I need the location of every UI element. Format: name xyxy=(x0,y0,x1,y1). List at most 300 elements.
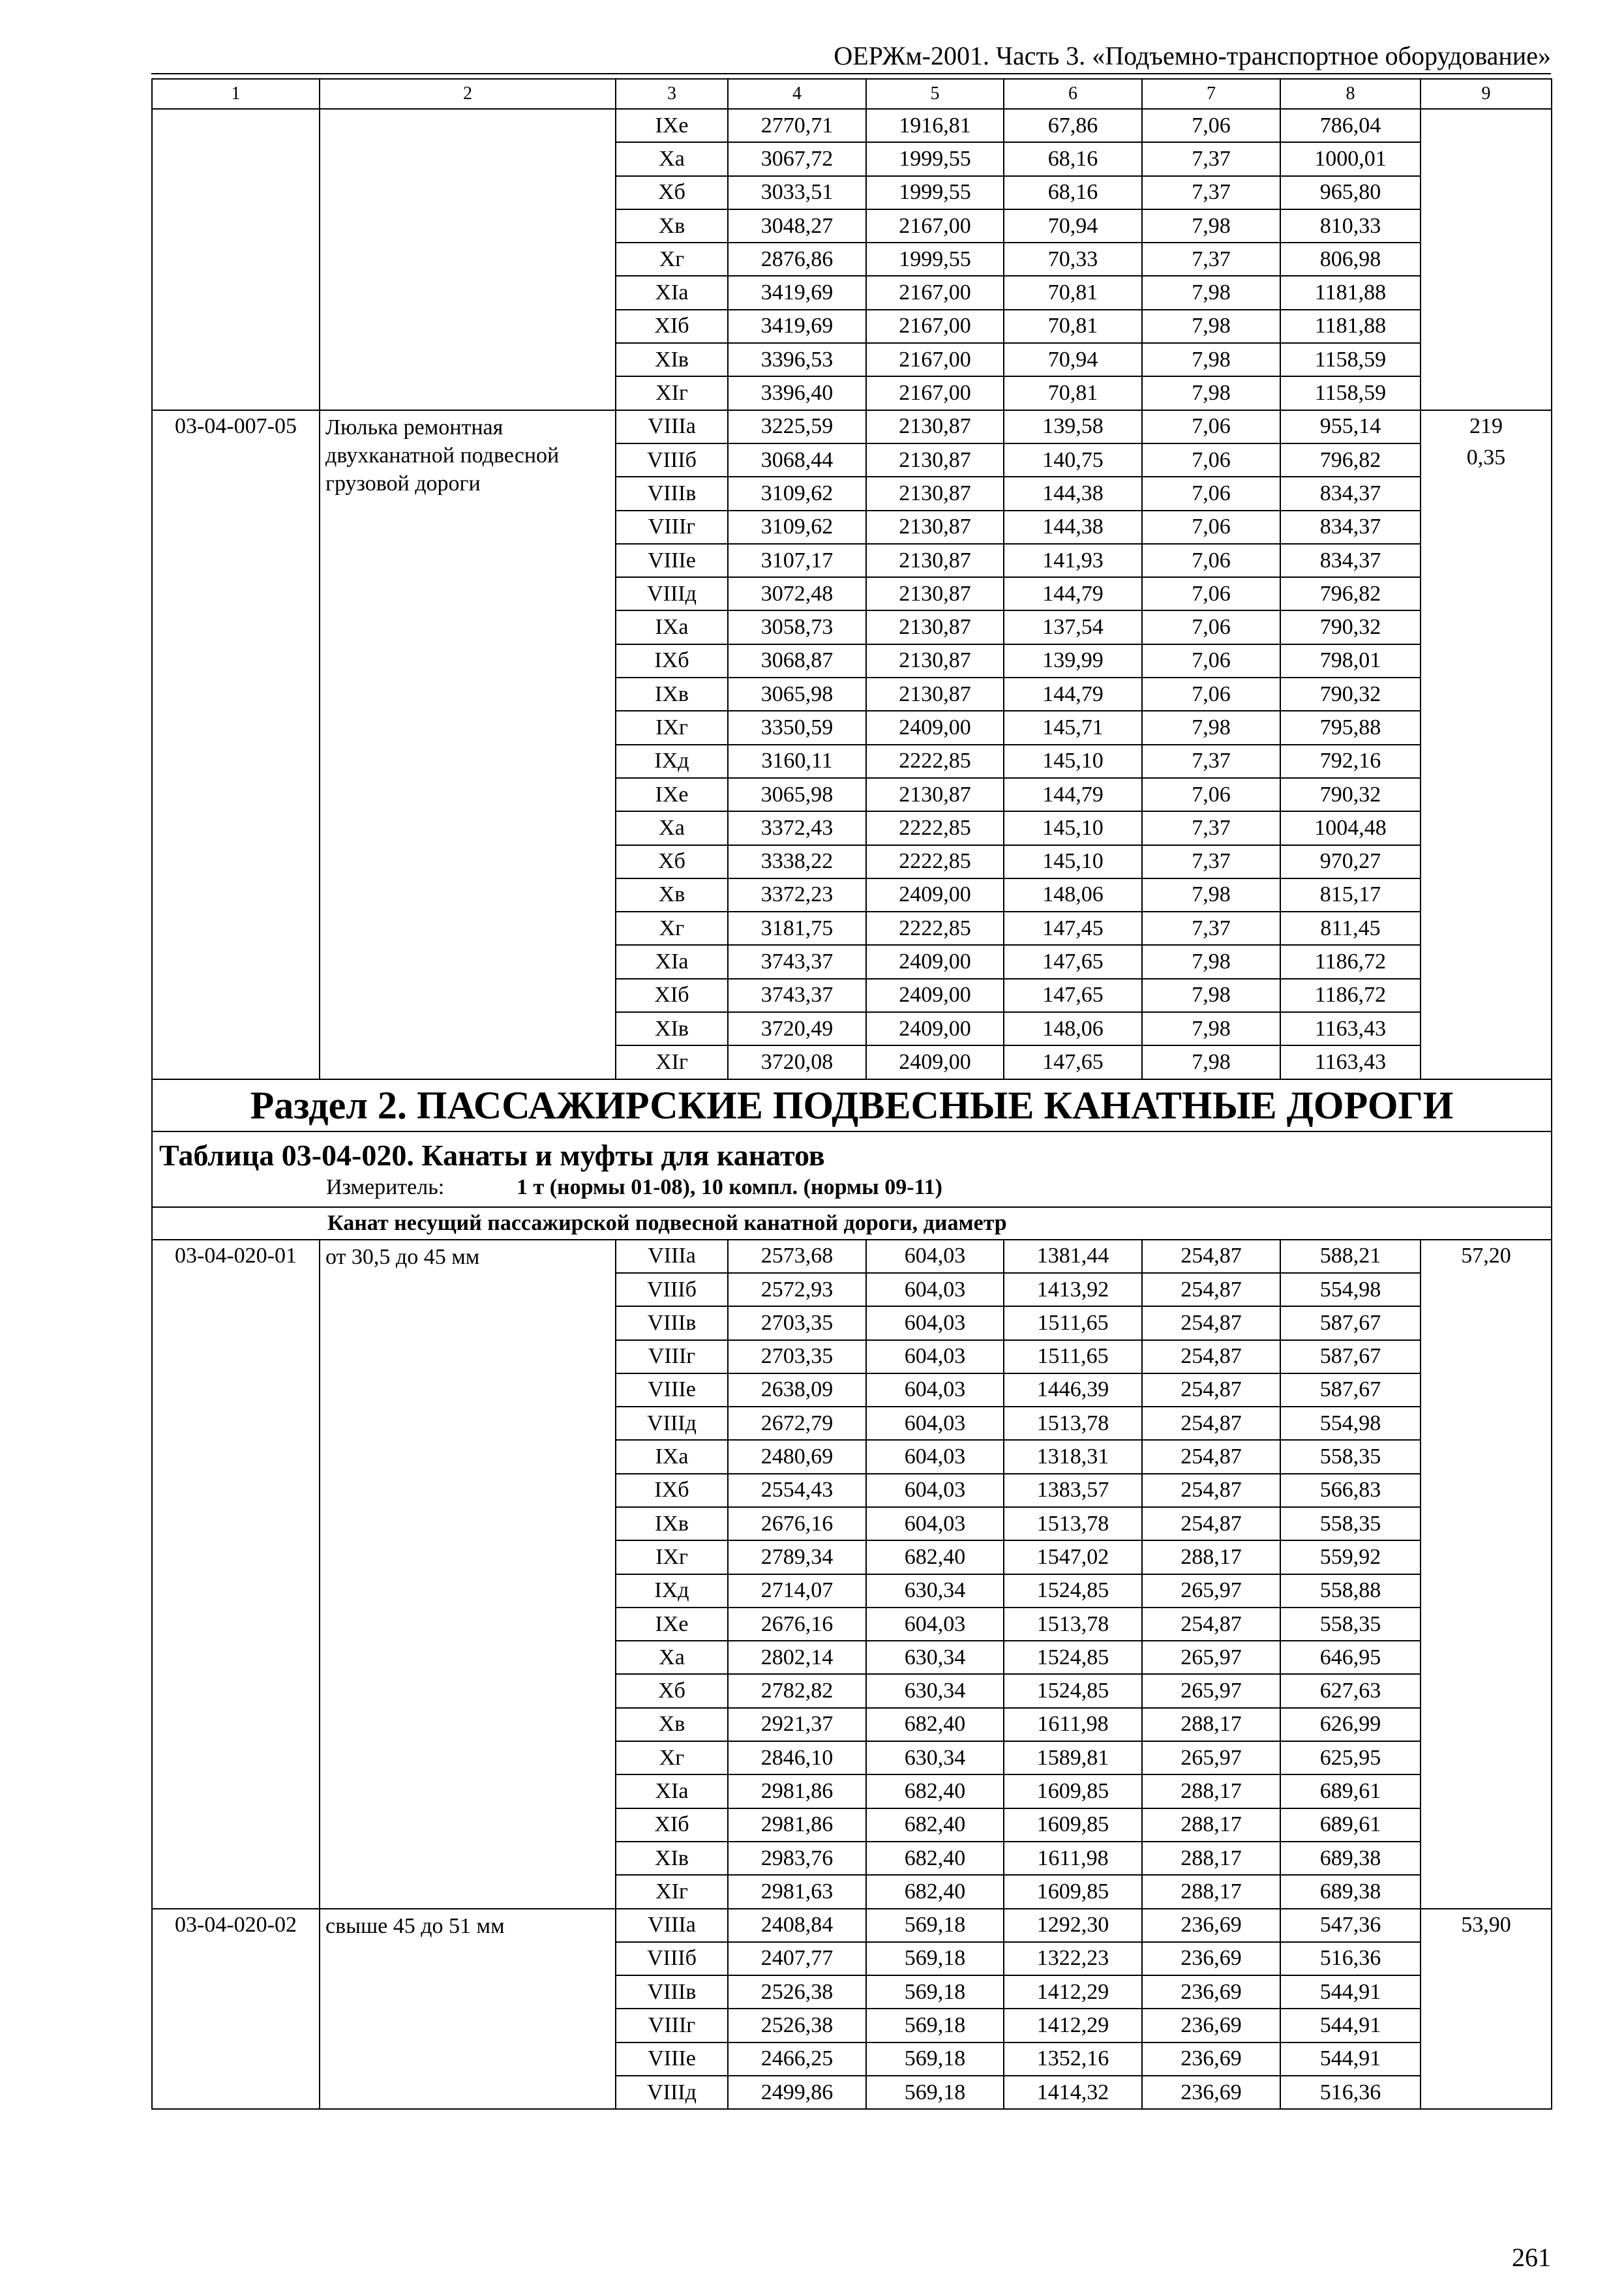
machine-cost-cell: 70,81 xyxy=(1004,376,1142,410)
region-code-cell: XIб xyxy=(616,979,728,1012)
driver-wages-cell: 7,98 xyxy=(1142,276,1280,309)
region-code-cell: IXв xyxy=(616,678,728,711)
region-code-cell: Xб xyxy=(616,845,728,878)
measure-label: Измеритель: xyxy=(326,1174,445,1199)
region-code-cell: XIв xyxy=(616,1012,728,1045)
materials-cost-cell: 965,80 xyxy=(1280,176,1421,209)
machine-cost-cell: 139,58 xyxy=(1004,410,1142,443)
region-code-cell: XIг xyxy=(616,1875,728,1908)
total-cost-cell: 3419,69 xyxy=(728,276,866,309)
region-code-cell: IXд xyxy=(616,745,728,778)
region-code-cell: VIIIе xyxy=(616,2042,728,2076)
driver-wages-cell: 7,37 xyxy=(1142,912,1280,945)
labor-cost-cell: 2409,00 xyxy=(866,1012,1004,1045)
driver-wages-cell: 236,69 xyxy=(1142,1942,1280,1975)
machine-cost-cell: 70,94 xyxy=(1004,209,1142,243)
column-number-cell: 1 xyxy=(152,79,320,109)
labor-cost-cell: 604,03 xyxy=(866,1340,1004,1373)
materials-cost-cell: 811,45 xyxy=(1280,912,1421,945)
machine-cost-cell: 147,45 xyxy=(1004,912,1142,945)
driver-wages-cell: 288,17 xyxy=(1142,1774,1280,1808)
region-code-cell: XIа xyxy=(616,276,728,309)
driver-wages-cell: 7,98 xyxy=(1142,711,1280,744)
driver-wages-cell: 288,17 xyxy=(1142,1875,1280,1908)
materials-cost-cell: 1163,43 xyxy=(1280,1012,1421,1045)
driver-wages-cell: 7,98 xyxy=(1142,310,1280,343)
section-title: Раздел 2. ПАССАЖИРСКИЕ ПОДВЕСНЫЕ КАНАТНЫЕ ДОРОГИ xyxy=(152,1079,1552,1131)
rates-table-container xyxy=(151,78,1551,2110)
column-number-cell: 4 xyxy=(728,79,866,109)
region-code-cell: IXе xyxy=(616,109,728,142)
machine-cost-cell: 137,54 xyxy=(1004,610,1142,644)
machine-cost-cell: 145,71 xyxy=(1004,711,1142,744)
norm-code-cell: 03-04-020-01 xyxy=(152,1240,320,1909)
labor-cost-cell: 682,40 xyxy=(866,1875,1004,1908)
total-cost-cell: 2407,77 xyxy=(728,1942,866,1975)
driver-wages-cell: 254,87 xyxy=(1142,1306,1280,1339)
labor-cost-cell: 604,03 xyxy=(866,1273,1004,1306)
region-code-cell: Xг xyxy=(616,912,728,945)
driver-wages-cell: 236,69 xyxy=(1142,2076,1280,2109)
driver-wages-cell: 7,98 xyxy=(1142,209,1280,243)
total-cost-cell: 3181,75 xyxy=(728,912,866,945)
column-number-cell: 5 xyxy=(866,79,1004,109)
materials-cost-cell: 798,01 xyxy=(1280,644,1421,678)
norm-code-cell: 03-04-007-05 xyxy=(152,410,320,1079)
labor-cost-cell: 2130,87 xyxy=(866,544,1004,577)
table-row xyxy=(152,1909,1552,1942)
region-code-cell: Xб xyxy=(616,176,728,209)
subtitle-row xyxy=(152,1207,1552,1240)
region-code-cell: Xа xyxy=(616,811,728,845)
labor-cost-cell: 2222,85 xyxy=(866,811,1004,845)
driver-wages-cell: 254,87 xyxy=(1142,1507,1280,1540)
region-code-cell: IXа xyxy=(616,610,728,644)
labor-cost-cell: 1916,81 xyxy=(866,109,1004,142)
machine-cost-cell: 147,65 xyxy=(1004,1045,1142,1079)
labor-cost-cell: 2130,87 xyxy=(866,577,1004,610)
machine-cost-cell: 1511,65 xyxy=(1004,1306,1142,1339)
total-cost-cell: 3067,72 xyxy=(728,142,866,175)
total-cost-cell: 2499,86 xyxy=(728,2076,866,2109)
labor-cost-cell: 2409,00 xyxy=(866,1045,1004,1079)
weight-value: 57,20 xyxy=(1461,1243,1511,1268)
materials-cost-cell: 587,67 xyxy=(1280,1306,1421,1339)
machine-cost-cell: 145,10 xyxy=(1004,811,1142,845)
machine-cost-cell: 67,86 xyxy=(1004,109,1142,142)
total-cost-cell: 3109,62 xyxy=(728,511,866,544)
region-code-cell: IXг xyxy=(616,711,728,744)
machine-cost-cell: 1413,92 xyxy=(1004,1273,1142,1306)
total-cost-cell: 2480,69 xyxy=(728,1440,866,1473)
machine-cost-cell: 70,81 xyxy=(1004,276,1142,309)
column-number-cell: 3 xyxy=(616,79,728,109)
section-row xyxy=(152,1079,1552,1131)
machine-cost-cell: 141,93 xyxy=(1004,544,1142,577)
total-cost-cell: 2846,10 xyxy=(728,1741,866,1774)
labor-cost-cell: 2167,00 xyxy=(866,343,1004,376)
labor-cost-cell: 2130,87 xyxy=(866,410,1004,443)
machine-cost-cell: 145,10 xyxy=(1004,745,1142,778)
table-row xyxy=(152,410,1552,443)
labor-cost-cell: 604,03 xyxy=(866,1240,1004,1273)
weight-cell xyxy=(1421,410,1552,1079)
driver-wages-cell: 7,06 xyxy=(1142,577,1280,610)
machine-cost-cell: 148,06 xyxy=(1004,878,1142,912)
machine-cost-cell: 1513,78 xyxy=(1004,1507,1142,1540)
materials-cost-cell: 689,38 xyxy=(1280,1842,1421,1875)
total-cost-cell: 2703,35 xyxy=(728,1306,866,1339)
driver-wages-cell: 288,17 xyxy=(1142,1540,1280,1574)
labor-cost-cell: 569,18 xyxy=(866,2076,1004,2109)
labor-cost-cell: 604,03 xyxy=(866,1507,1004,1540)
driver-wages-cell: 236,69 xyxy=(1142,1975,1280,2009)
machine-cost-cell: 1292,30 xyxy=(1004,1909,1142,1942)
machine-cost-cell: 1446,39 xyxy=(1004,1373,1142,1407)
region-code-cell: IXг xyxy=(616,1540,728,1574)
driver-wages-cell: 254,87 xyxy=(1142,1608,1280,1641)
total-cost-cell: 2789,34 xyxy=(728,1540,866,1574)
region-code-cell: IXв xyxy=(616,1507,728,1540)
labor-cost-cell: 2130,87 xyxy=(866,778,1004,811)
materials-cost-cell: 786,04 xyxy=(1280,109,1421,142)
materials-cost-cell: 587,67 xyxy=(1280,1373,1421,1407)
labor-cost-cell: 682,40 xyxy=(866,1774,1004,1808)
materials-cost-cell: 544,91 xyxy=(1280,1975,1421,2009)
region-code-cell: Xг xyxy=(616,1741,728,1774)
region-code-cell: Xв xyxy=(616,209,728,243)
labor-cost-cell: 2130,87 xyxy=(866,511,1004,544)
total-cost-cell: 3350,59 xyxy=(728,711,866,744)
materials-cost-cell: 1186,72 xyxy=(1280,945,1421,978)
driver-wages-cell: 7,98 xyxy=(1142,979,1280,1012)
total-cost-cell: 3372,23 xyxy=(728,878,866,912)
driver-wages-cell: 7,98 xyxy=(1142,343,1280,376)
materials-cost-cell: 790,32 xyxy=(1280,610,1421,644)
labor-cost-cell: 2130,87 xyxy=(866,610,1004,644)
materials-cost-cell: 834,37 xyxy=(1280,544,1421,577)
weight-cell xyxy=(1421,1240,1552,1909)
driver-wages-cell: 7,98 xyxy=(1142,1045,1280,1079)
materials-cost-cell: 554,98 xyxy=(1280,1407,1421,1440)
materials-cost-cell: 689,61 xyxy=(1280,1774,1421,1808)
region-code-cell: XIа xyxy=(616,945,728,978)
labor-cost-cell: 604,03 xyxy=(866,1474,1004,1507)
materials-cost-cell: 566,83 xyxy=(1280,1474,1421,1507)
region-code-cell: VIIIд xyxy=(616,577,728,610)
labor-cost-cell: 630,34 xyxy=(866,1674,1004,1707)
region-code-cell: XIг xyxy=(616,376,728,410)
region-code-cell: VIIIд xyxy=(616,1407,728,1440)
labor-cost-cell: 1999,55 xyxy=(866,142,1004,175)
machine-cost-cell: 147,65 xyxy=(1004,979,1142,1012)
materials-cost-cell: 558,88 xyxy=(1280,1574,1421,1608)
region-code-cell: VIIIа xyxy=(616,1909,728,1942)
region-code-cell: IXб xyxy=(616,1474,728,1507)
total-cost-cell: 3396,53 xyxy=(728,343,866,376)
region-code-cell: IXа xyxy=(616,1440,728,1473)
machine-cost-cell: 144,38 xyxy=(1004,511,1142,544)
labor-cost-cell: 604,03 xyxy=(866,1608,1004,1641)
machine-cost-cell: 144,38 xyxy=(1004,477,1142,510)
total-cost-cell: 3338,22 xyxy=(728,845,866,878)
labor-cost-cell: 604,03 xyxy=(866,1306,1004,1339)
labor-cost-cell: 2167,00 xyxy=(866,276,1004,309)
region-code-cell: VIIIв xyxy=(616,477,728,510)
machine-cost-cell: 1414,32 xyxy=(1004,2076,1142,2109)
driver-wages-cell: 7,06 xyxy=(1142,477,1280,510)
machine-cost-cell: 68,16 xyxy=(1004,142,1142,175)
table-row xyxy=(152,1240,1552,1273)
region-code-cell: VIIIг xyxy=(616,511,728,544)
region-code-cell: XIв xyxy=(616,1842,728,1875)
group-subtitle: Канат несущий пассажирской подвесной канатной дороги, диаметр xyxy=(152,1207,1552,1240)
machine-cost-cell: 1513,78 xyxy=(1004,1407,1142,1440)
driver-wages-cell: 7,06 xyxy=(1142,511,1280,544)
region-code-cell: XIг xyxy=(616,1045,728,1079)
machine-cost-cell: 1609,85 xyxy=(1004,1774,1142,1808)
total-cost-cell: 3419,69 xyxy=(728,310,866,343)
weight-value: 53,90 xyxy=(1461,1912,1511,1937)
total-cost-cell: 2676,16 xyxy=(728,1608,866,1641)
materials-cost-cell: 806,98 xyxy=(1280,243,1421,276)
total-cost-cell: 2714,07 xyxy=(728,1574,866,1608)
table-title-row xyxy=(152,1131,1552,1207)
region-code-cell: Xб xyxy=(616,1674,728,1707)
total-cost-cell: 3072,48 xyxy=(728,577,866,610)
materials-cost-cell: 587,67 xyxy=(1280,1340,1421,1373)
driver-wages-cell: 236,69 xyxy=(1142,2042,1280,2076)
header-divider xyxy=(151,73,1551,74)
materials-cost-cell: 790,32 xyxy=(1280,778,1421,811)
driver-wages-cell: 254,87 xyxy=(1142,1407,1280,1440)
driver-wages-cell: 254,87 xyxy=(1142,1440,1280,1473)
driver-wages-cell: 254,87 xyxy=(1142,1474,1280,1507)
materials-cost-cell: 626,99 xyxy=(1280,1708,1421,1741)
machine-cost-cell: 1524,85 xyxy=(1004,1641,1142,1674)
region-code-cell: VIIIе xyxy=(616,544,728,577)
driver-wages-cell: 7,06 xyxy=(1142,443,1280,477)
materials-cost-cell: 1181,88 xyxy=(1280,310,1421,343)
norm-name-cell xyxy=(320,109,616,410)
region-code-cell: VIIIб xyxy=(616,1273,728,1306)
total-cost-cell: 2408,84 xyxy=(728,1909,866,1942)
materials-cost-cell: 970,27 xyxy=(1280,845,1421,878)
total-cost-cell: 2672,79 xyxy=(728,1407,866,1440)
labor-cost-cell: 2222,85 xyxy=(866,912,1004,945)
labor-cost-cell: 569,18 xyxy=(866,1909,1004,1942)
labor-cost-cell: 630,34 xyxy=(866,1574,1004,1608)
region-code-cell: VIIIб xyxy=(616,1942,728,1975)
driver-wages-cell: 254,87 xyxy=(1142,1340,1280,1373)
weight-cell xyxy=(1421,109,1552,410)
total-cost-cell: 3225,59 xyxy=(728,410,866,443)
region-code-cell: XIв xyxy=(616,343,728,376)
region-code-cell: IXб xyxy=(616,644,728,678)
driver-wages-cell: 7,37 xyxy=(1142,243,1280,276)
table-title: Таблица 03-04-020. Канаты и муфты для канатов xyxy=(159,1138,825,1172)
materials-cost-cell: 544,91 xyxy=(1280,2009,1421,2042)
driver-wages-cell: 7,06 xyxy=(1142,778,1280,811)
materials-cost-cell: 1158,59 xyxy=(1280,376,1421,410)
materials-cost-cell: 689,61 xyxy=(1280,1808,1421,1842)
region-code-cell: VIIIб xyxy=(616,443,728,477)
materials-cost-cell: 558,35 xyxy=(1280,1507,1421,1540)
materials-cost-cell: 1181,88 xyxy=(1280,276,1421,309)
total-cost-cell: 3372,43 xyxy=(728,811,866,845)
driver-wages-cell: 7,06 xyxy=(1142,678,1280,711)
materials-cost-cell: 588,21 xyxy=(1280,1240,1421,1273)
materials-cost-cell: 810,33 xyxy=(1280,209,1421,243)
driver-wages-cell: 288,17 xyxy=(1142,1708,1280,1741)
total-cost-cell: 2981,86 xyxy=(728,1808,866,1842)
driver-wages-cell: 265,97 xyxy=(1142,1674,1280,1707)
labor-cost-cell: 2167,00 xyxy=(866,310,1004,343)
region-code-cell: VIIIд xyxy=(616,2076,728,2109)
materials-cost-cell: 1004,48 xyxy=(1280,811,1421,845)
total-cost-cell: 3743,37 xyxy=(728,979,866,1012)
materials-cost-cell: 516,36 xyxy=(1280,1942,1421,1975)
machine-cost-cell: 68,16 xyxy=(1004,176,1142,209)
labor-cost-cell: 2130,87 xyxy=(866,443,1004,477)
total-cost-cell: 2981,63 xyxy=(728,1875,866,1908)
labor-cost-cell: 682,40 xyxy=(866,1708,1004,1741)
labor-cost-cell: 682,40 xyxy=(866,1808,1004,1842)
labor-cost-cell: 2409,00 xyxy=(866,711,1004,744)
materials-cost-cell: 795,88 xyxy=(1280,711,1421,744)
materials-cost-cell: 625,95 xyxy=(1280,1741,1421,1774)
labor-cost-cell: 630,34 xyxy=(866,1741,1004,1774)
region-code-cell: IXе xyxy=(616,778,728,811)
total-cost-cell: 2572,93 xyxy=(728,1273,866,1306)
driver-wages-cell: 7,98 xyxy=(1142,878,1280,912)
machine-cost-cell: 147,65 xyxy=(1004,945,1142,978)
driver-wages-cell: 288,17 xyxy=(1142,1808,1280,1842)
driver-wages-cell: 265,97 xyxy=(1142,1641,1280,1674)
region-code-cell: VIIIв xyxy=(616,1306,728,1339)
table-title-cell xyxy=(152,1131,1552,1207)
table-row xyxy=(152,109,1552,142)
machine-cost-cell: 1318,31 xyxy=(1004,1440,1142,1473)
column-number-cell: 9 xyxy=(1421,79,1552,109)
machine-cost-cell: 1513,78 xyxy=(1004,1608,1142,1641)
labor-cost-cell: 604,03 xyxy=(866,1440,1004,1473)
labor-cost-cell: 2167,00 xyxy=(866,209,1004,243)
total-cost-cell: 2554,43 xyxy=(728,1474,866,1507)
materials-cost-cell: 559,92 xyxy=(1280,1540,1421,1574)
total-cost-cell: 2770,71 xyxy=(728,109,866,142)
materials-cost-cell: 1000,01 xyxy=(1280,142,1421,175)
weight-value: 0,35 xyxy=(1466,445,1506,470)
driver-wages-cell: 265,97 xyxy=(1142,1741,1280,1774)
region-code-cell: VIIIг xyxy=(616,2009,728,2042)
driver-wages-cell: 236,69 xyxy=(1142,1909,1280,1942)
region-code-cell: Xг xyxy=(616,243,728,276)
region-code-cell: IXе xyxy=(616,1608,728,1641)
machine-cost-cell: 1611,98 xyxy=(1004,1708,1142,1741)
region-code-cell: VIIIг xyxy=(616,1340,728,1373)
machine-cost-cell: 1352,16 xyxy=(1004,2042,1142,2076)
total-cost-cell: 2981,86 xyxy=(728,1774,866,1808)
materials-cost-cell: 815,17 xyxy=(1280,878,1421,912)
machine-cost-cell: 139,99 xyxy=(1004,644,1142,678)
machine-cost-cell: 70,81 xyxy=(1004,310,1142,343)
machine-cost-cell: 148,06 xyxy=(1004,1012,1142,1045)
total-cost-cell: 2573,68 xyxy=(728,1240,866,1273)
materials-cost-cell: 790,32 xyxy=(1280,678,1421,711)
rates-table-body xyxy=(152,79,1552,2109)
driver-wages-cell: 254,87 xyxy=(1142,1273,1280,1306)
total-cost-cell: 3109,62 xyxy=(728,477,866,510)
materials-cost-cell: 955,14 xyxy=(1280,410,1421,443)
labor-cost-cell: 2167,00 xyxy=(866,376,1004,410)
labor-cost-cell: 2409,00 xyxy=(866,878,1004,912)
region-code-cell: XIб xyxy=(616,1808,728,1842)
materials-cost-cell: 792,16 xyxy=(1280,745,1421,778)
materials-cost-cell: 1163,43 xyxy=(1280,1045,1421,1079)
machine-cost-cell: 1412,29 xyxy=(1004,1975,1142,2009)
total-cost-cell: 3396,40 xyxy=(728,376,866,410)
column-number-row xyxy=(152,79,1552,109)
machine-cost-cell: 1381,44 xyxy=(1004,1240,1142,1273)
machine-cost-cell: 145,10 xyxy=(1004,845,1142,878)
weight-cell xyxy=(1421,1909,1552,2110)
total-cost-cell: 2983,76 xyxy=(728,1842,866,1875)
labor-cost-cell: 604,03 xyxy=(866,1373,1004,1407)
total-cost-cell: 2638,09 xyxy=(728,1373,866,1407)
machine-cost-cell: 144,79 xyxy=(1004,577,1142,610)
labor-cost-cell: 569,18 xyxy=(866,1975,1004,2009)
total-cost-cell: 2921,37 xyxy=(728,1708,866,1741)
labor-cost-cell: 569,18 xyxy=(866,1942,1004,1975)
page-header-title: ОЕРЖм-2001. Часть 3. «Подъемно-транспортное оборудование» xyxy=(834,41,1551,70)
column-number-cell: 8 xyxy=(1280,79,1421,109)
labor-cost-cell: 2130,87 xyxy=(866,678,1004,711)
labor-cost-cell: 604,03 xyxy=(866,1407,1004,1440)
materials-cost-cell: 646,95 xyxy=(1280,1641,1421,1674)
materials-cost-cell: 544,91 xyxy=(1280,2042,1421,2076)
total-cost-cell: 2526,38 xyxy=(728,2009,866,2042)
column-number-cell: 6 xyxy=(1004,79,1142,109)
machine-cost-cell: 1609,85 xyxy=(1004,1808,1142,1842)
driver-wages-cell: 236,69 xyxy=(1142,2009,1280,2042)
total-cost-cell: 3068,87 xyxy=(728,644,866,678)
driver-wages-cell: 7,06 xyxy=(1142,544,1280,577)
norm-name-cell: от 30,5 до 45 мм xyxy=(320,1240,616,1909)
total-cost-cell: 3048,27 xyxy=(728,209,866,243)
total-cost-cell: 3720,49 xyxy=(728,1012,866,1045)
machine-cost-cell: 140,75 xyxy=(1004,443,1142,477)
norm-name-cell: Люлька ремонтная двухканатной подвесной грузовой дороги xyxy=(320,410,616,1079)
machine-cost-cell: 1322,23 xyxy=(1004,1942,1142,1975)
labor-cost-cell: 2222,85 xyxy=(866,845,1004,878)
labor-cost-cell: 569,18 xyxy=(866,2042,1004,2076)
total-cost-cell: 2526,38 xyxy=(728,1975,866,2009)
driver-wages-cell: 7,37 xyxy=(1142,811,1280,845)
total-cost-cell: 3065,98 xyxy=(728,678,866,711)
region-code-cell: Xа xyxy=(616,1641,728,1674)
labor-cost-cell: 2222,85 xyxy=(866,745,1004,778)
materials-cost-cell: 689,38 xyxy=(1280,1875,1421,1908)
norm-code-cell: 03-04-020-02 xyxy=(152,1909,320,2110)
driver-wages-cell: 7,06 xyxy=(1142,109,1280,142)
machine-cost-cell: 70,33 xyxy=(1004,243,1142,276)
total-cost-cell: 2876,86 xyxy=(728,243,866,276)
measure-line xyxy=(159,1174,1544,1201)
driver-wages-cell: 7,37 xyxy=(1142,745,1280,778)
machine-cost-cell: 1547,02 xyxy=(1004,1540,1142,1574)
total-cost-cell: 3720,08 xyxy=(728,1045,866,1079)
